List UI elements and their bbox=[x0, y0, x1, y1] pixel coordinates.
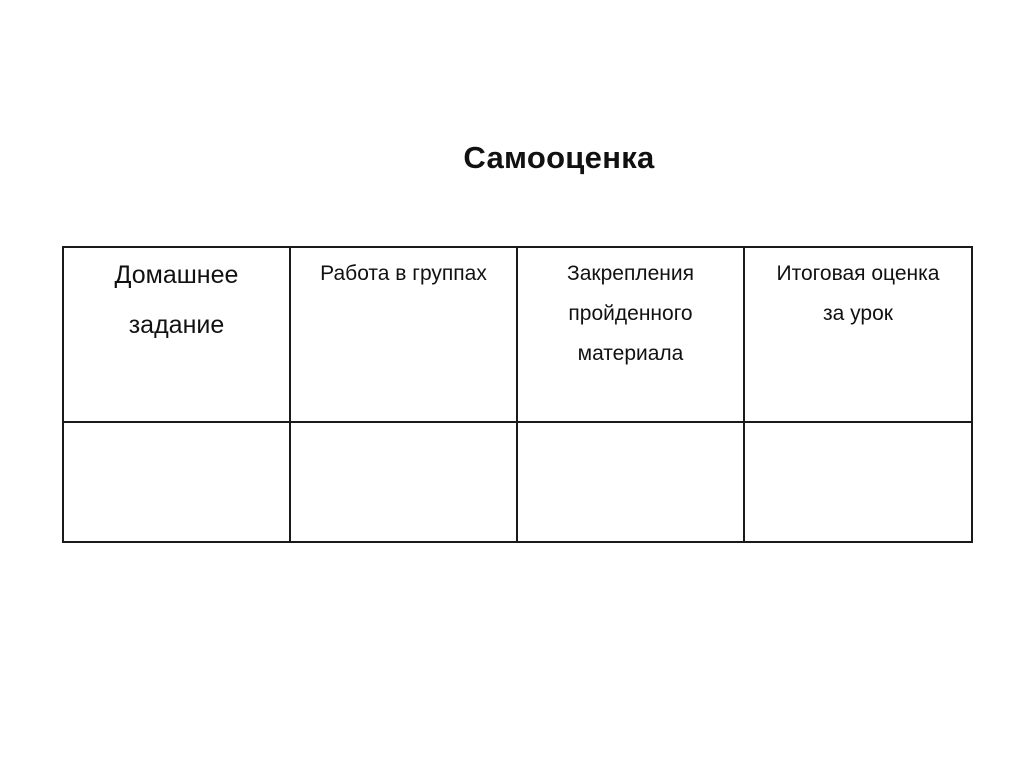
self-assessment-table bbox=[62, 246, 973, 543]
table-row bbox=[63, 422, 972, 542]
header-cell-homework bbox=[63, 247, 290, 422]
header-cell-final-grade bbox=[744, 247, 972, 422]
header-label-final-grade: Итоговая оценка за урок bbox=[776, 262, 940, 325]
header-label-homework: Домашнее задание bbox=[114, 261, 239, 339]
header-cell-group-work bbox=[290, 247, 517, 422]
header-label-consolidation: Закрепления пройденного материала bbox=[567, 262, 694, 365]
slide-title: Самооценка bbox=[463, 140, 655, 175]
table-cell-final-grade bbox=[744, 422, 972, 542]
header-label-group-work: Работа в группах bbox=[320, 262, 487, 285]
table-cell-consolidation bbox=[517, 422, 744, 542]
header-cell-consolidation bbox=[517, 247, 744, 422]
table-header-row bbox=[63, 247, 972, 422]
table-cell-group-work bbox=[290, 422, 517, 542]
table-cell-homework bbox=[63, 422, 290, 542]
